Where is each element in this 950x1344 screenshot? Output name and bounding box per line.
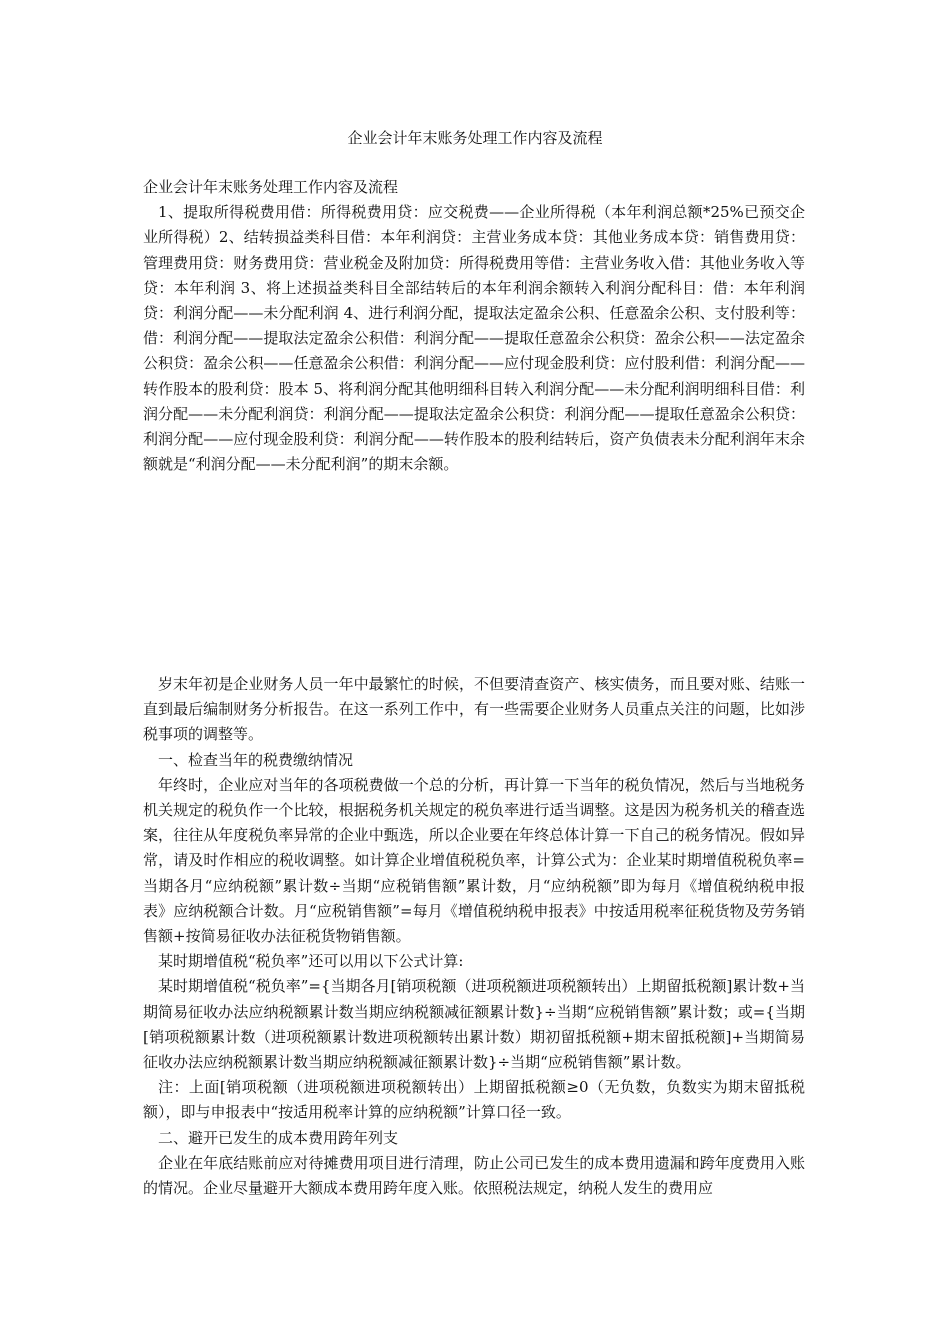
subheading-tax-check: 一、检查当年的税费缴纳情况 [158,750,354,769]
document-title: 企业会计年末账务处理工作内容及流程 [347,129,603,147]
section-tax-adjustments [143,672,805,1201]
subheading-cost-expenses: 二、避开已发生的成本费用跨年列支 [158,1128,399,1147]
formula-intro: 某时期增值税“税负率”还可以用以下公式计算: [158,952,464,971]
formula-paragraph: 某时期增值税“税负率”={当期各月[销项税额（进项税额进项税额转出）上期留抵税额]累计数+当期简易征收办法应纳税额累计数当期应纳税额减征额累计数}÷当期“应税销售额”累计数；或={当期[销项税额累计数（进项税额累计数进项税额转出累计数）期初留抵税额+期末留抵税额]+当期简易征收办法应纳税额累计数当期应纳税额减征额累计数}÷当期“应税销售额”累计数。 [143,977,805,1072]
tax-burden-paragraph: 年终时，企业应对当年的各项税费做一个总的分析，再计算一下当年的税负情况，然后与当地税务机关规定的税负作一个比较，根据税务机关规定的税负率进行适当调整。这是因为税务机关的稽查选案，往往从年度税负率异常的企业中甄选，所以企业要在年终总体计算一下自己的税务情况。假如异常，请及时作相应的税收调整。如计算企业增值税税负率，计算公式为：企业某时期增值税税负率=当期各月“应纳税额”累计数÷当期“应税销售额”累计数，月“应纳税额”即为每月《增值税纳税申报表》应纳税额合计数。月“应税销售额”=每月《增值税纳税申报表》中按适用税率征税货物及劳务销售额+按简易征收办法征税货物销售额。 [143,775,805,946]
section-heading: 企业会计年末账务处理工作内容及流程 [143,178,399,196]
intro-paragraph: 岁末年初是企业财务人员一年中最繁忙的时候，不但要清查资产、核实债务，而且要对账、结账一直到最后编制财务分析报告。在这一系列工作中，有一些需要企业财务人员重点关注的问题，比如涉税事项的调整等。 [143,675,805,744]
journal-entries-paragraph: 1、提取所得税费用借：所得税费用贷：应交税费——企业所得税（本年利润总额*25%已预交企业所得税）2、结转损益类科目借：本年利润贷：主营业务成本贷：其他业务成本贷：销售费用贷：管理费用贷：财务费用贷：营业税金及附加贷：所得税费用等借：主营业务收入借：其他业务收入等贷：本年利润 3、将上述损益类科目全部结转后的本年利润余额转入利润分配科目：借：本年利润贷：利润分配——未分配利润 4、进行利润分配，提取法定盈余公积、任意盈余公积、支付股利等：借：利润分配——提取法定盈余公积借：利润分配——提取任意盈余公积贷：盈余公积——法定盈余公积贷：盈余公积——任意盈余公积借：利润分配——应付现金股利贷：应付股利借：利润分配——转作股本的股利贷：股本 5、将利润分配其他明细科目转入利润分配——未分配利润明细科目借：利润分配——未分配利润贷：利润分配——提取法定盈余公积贷：利润分配——提取任意盈余公积贷：利润分配——应付现金股利贷：利润分配——转作股本的股利结转后，资产负债表未分配利润年末余额就是“利润分配——未分配利润”的期末余额。 [143,203,805,474]
cost-expenses-paragraph: 企业在年底结账前应对待摊费用项目进行清理，防止公司已发生的成本费用遗漏和跨年度费用入账的情况。企业尽量避开大额成本费用跨年度入账。依照税法规定，纳税人发生的费用应 [143,1153,805,1198]
section-journal-entries [143,175,805,477]
note-paragraph: 注：上面[销项税额（进项税额进项税额转出）上期留抵税额≥0（无负数，负数实为期末留抵税额），即与申报表中“按适用税率计算的应纳税额”计算口径一致。 [143,1078,805,1122]
